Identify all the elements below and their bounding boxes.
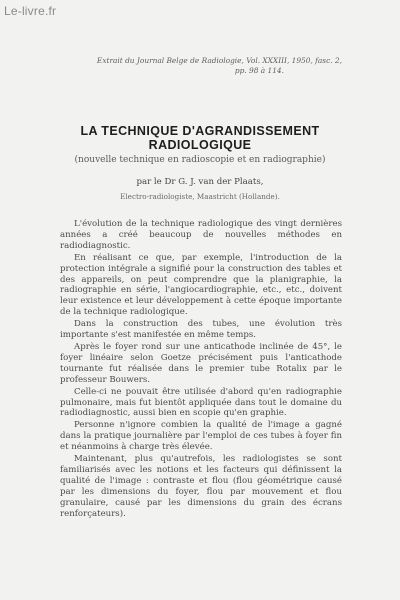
citation-line-2: pp. 98 à 114. [234, 66, 284, 75]
title-line-2: RADIOLOGIQUE [148, 138, 252, 152]
paragraph: En réalisant ce que, par exemple, l'introduction de la protection intégrale a signifié pour la construction des tables et des appareils, on peut comprendre que la planigraphie, la radiographie en série, l'angiocardiographie, etc., etc., doivent leur existence et leur développement à cette époque importante de la technique radiologique. [60, 252, 342, 318]
author-byline: par le Dr G. J. van der Plaats, [136, 177, 264, 187]
paragraph: Après le foyer rond sur une anticathode inclinée de 45°, le foyer linéaire selon Goetze précisément puis l'anticathode tournante fut réalisée dans le premier tube Rotalix par le professeur Bouwers. [60, 341, 342, 385]
paragraph: Celle-ci ne pouvait être utilisée d'abord qu'en radiographie pulmonaire, mais fut bientôt appliquée dans tout le domaine du radiodiagnostic, aussi bien en scopie qu'en graphie. [60, 386, 342, 419]
journal-citation [60, 56, 342, 76]
title-line-1: LA TECHNIQUE D'AGRANDISSEMENT [80, 124, 320, 138]
author-affiliation: Electro-radiologiste, Maastricht (Hollande). [120, 192, 280, 201]
paragraph: L'évolution de la technique radiologique des vingt dernières années a créé beaucoup de nouvelles méthodes en radiodiagnostic. [60, 219, 342, 251]
article-subtitle: (nouvelle technique en radioscopie et en radiographie) [74, 155, 326, 165]
paragraph: Personne n'ignore combien la qualité de l'image a gagné dans la pratique journalière par l'emploi de ces tubes à foyer fin et néanmoins à charge très élevée. [60, 420, 342, 453]
article-title [40, 124, 360, 152]
citation-line-1: Extrait du Journal Belge de Radiologie, Vol. XXXIII, 1950, fasc. 2, [96, 56, 342, 65]
article-body [60, 216, 342, 520]
watermark: Le-livre.fr [4, 4, 57, 18]
paragraph: Maintenant, plus qu'autrefois, les radiologistes se sont familiarisés avec les notions et les facteurs qui définissent la qualité de l'image : contraste et flou (flou géométrique causé par les dimensions du foyer, flou par mouvement et flou granulaire, causé par les dimensions du grain des écrans renforçateurs). [60, 454, 342, 519]
paragraph: Dans la construction des tubes, une évolution très importante s'est manifestée en même temps. [60, 319, 342, 341]
